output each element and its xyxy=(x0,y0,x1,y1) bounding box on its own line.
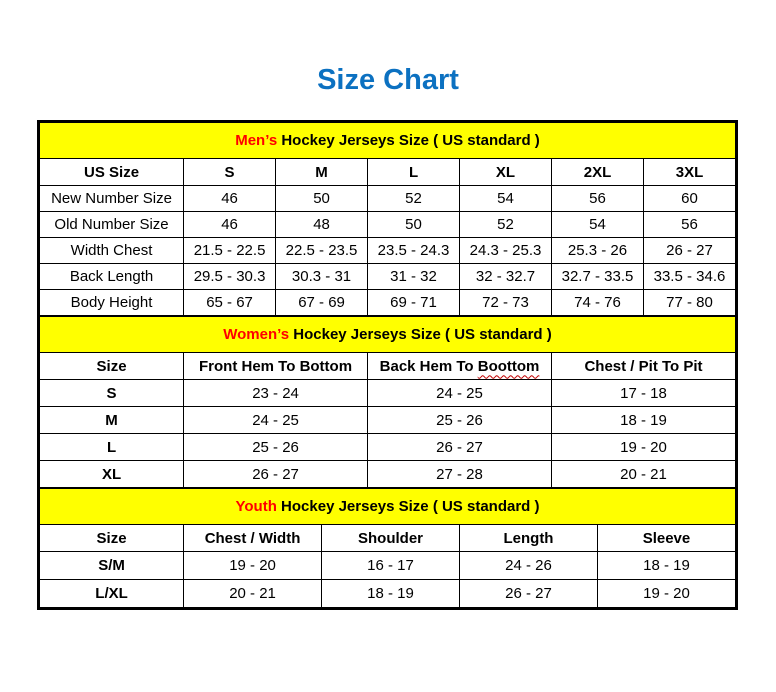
womens-row-label: S xyxy=(40,380,184,407)
mens-value-cell: 50 xyxy=(368,212,460,238)
womens-value-cell: 18 - 19 xyxy=(552,407,736,434)
mens-value-cell: 72 - 73 xyxy=(460,290,552,316)
womens-column-header: Size xyxy=(40,353,184,380)
size-chart-tables xyxy=(37,120,738,610)
womens-value-cell: 23 - 24 xyxy=(184,380,368,407)
mens-row-label: New Number Size xyxy=(40,186,184,212)
mens-value-cell: 48 xyxy=(276,212,368,238)
youth-band-title xyxy=(40,489,736,525)
youth-column-header: Chest / Width xyxy=(184,525,322,552)
mens-value-cell: 52 xyxy=(368,186,460,212)
mens-size-table xyxy=(39,122,736,316)
womens-value-cell: 19 - 20 xyxy=(552,434,736,461)
mens-value-cell: 31 - 32 xyxy=(368,264,460,290)
mens-value-cell: 46 xyxy=(184,212,276,238)
youth-size-table xyxy=(39,488,736,608)
mens-value-cell: 30.3 - 31 xyxy=(276,264,368,290)
mens-table-row xyxy=(40,264,736,290)
mens-value-cell: 23.5 - 24.3 xyxy=(368,238,460,264)
youth-value-cell: 19 - 20 xyxy=(597,580,735,608)
mens-band-rest: Hockey Jerseys Size ( US standard ) xyxy=(277,132,540,149)
youth-table-row xyxy=(40,580,736,608)
womens-value-cell: 17 - 18 xyxy=(552,380,736,407)
mens-value-cell: 22.5 - 23.5 xyxy=(276,238,368,264)
youth-value-cell: 19 - 20 xyxy=(184,552,322,580)
youth-value-cell: 16 - 17 xyxy=(322,552,460,580)
misspelled-word-squiggle: Boottom xyxy=(477,357,540,375)
youth-band-highlight: Youth xyxy=(235,498,277,515)
youth-band-rest: Hockey Jerseys Size ( US standard ) xyxy=(276,498,540,515)
mens-value-cell: 74 - 76 xyxy=(552,290,644,316)
mens-row-label: Body Height xyxy=(40,290,184,316)
womens-column-header xyxy=(368,353,552,380)
youth-value-cell: 18 - 19 xyxy=(597,552,735,580)
mens-value-cell: 54 xyxy=(460,186,552,212)
youth-band-row xyxy=(40,489,736,525)
womens-band-row xyxy=(40,317,736,353)
mens-column-header: 3XL xyxy=(643,159,735,186)
mens-value-cell: 52 xyxy=(460,212,552,238)
womens-header-row xyxy=(40,353,736,380)
youth-column-header: Shoulder xyxy=(322,525,460,552)
youth-column-header: Size xyxy=(40,525,184,552)
womens-size-table xyxy=(39,316,736,488)
womens-table-row xyxy=(40,380,736,407)
womens-value-cell: 25 - 26 xyxy=(368,407,552,434)
mens-value-cell: 67 - 69 xyxy=(276,290,368,316)
mens-row-label: Old Number Size xyxy=(40,212,184,238)
mens-value-cell: 65 - 67 xyxy=(184,290,276,316)
mens-value-cell: 26 - 27 xyxy=(643,238,735,264)
mens-value-cell: 29.5 - 30.3 xyxy=(184,264,276,290)
mens-column-header: S xyxy=(184,159,276,186)
mens-value-cell: 77 - 80 xyxy=(643,290,735,316)
youth-column-header: Sleeve xyxy=(597,525,735,552)
womens-row-label: L xyxy=(40,434,184,461)
mens-column-header: 2XL xyxy=(552,159,644,186)
mens-table-row xyxy=(40,290,736,316)
youth-header-row xyxy=(40,525,736,552)
mens-value-cell: 60 xyxy=(643,186,735,212)
womens-table-row xyxy=(40,407,736,434)
womens-value-cell: 26 - 27 xyxy=(184,461,368,488)
mens-table-row xyxy=(40,186,736,212)
youth-row-label: L/XL xyxy=(40,580,184,608)
womens-row-label: M xyxy=(40,407,184,434)
youth-table-row xyxy=(40,552,736,580)
mens-value-cell: 46 xyxy=(184,186,276,212)
mens-band-title xyxy=(40,123,736,159)
youth-value-cell: 26 - 27 xyxy=(460,580,598,608)
mens-value-cell: 24.3 - 25.3 xyxy=(460,238,552,264)
womens-column-header: Chest / Pit To Pit xyxy=(552,353,736,380)
mens-table-row xyxy=(40,238,736,264)
mens-row-label: Back Length xyxy=(40,264,184,290)
mens-value-cell: 25.3 - 26 xyxy=(552,238,644,264)
youth-value-cell: 18 - 19 xyxy=(322,580,460,608)
mens-value-cell: 50 xyxy=(276,186,368,212)
mens-value-cell: 54 xyxy=(552,212,644,238)
mens-value-cell: 69 - 71 xyxy=(368,290,460,316)
mens-table-row xyxy=(40,212,736,238)
mens-header-row xyxy=(40,159,736,186)
youth-value-cell: 20 - 21 xyxy=(184,580,322,608)
mens-value-cell: 33.5 - 34.6 xyxy=(643,264,735,290)
womens-band-highlight: Women’s xyxy=(223,326,290,343)
womens-band-title xyxy=(40,317,736,353)
womens-value-cell: 27 - 28 xyxy=(368,461,552,488)
womens-column-header: Front Hem To Bottom xyxy=(184,353,368,380)
youth-value-cell: 24 - 26 xyxy=(460,552,598,580)
mens-value-cell: 32.7 - 33.5 xyxy=(552,264,644,290)
womens-value-cell: 24 - 25 xyxy=(368,380,552,407)
womens-row-label: XL xyxy=(40,461,184,488)
womens-table-row xyxy=(40,434,736,461)
womens-column-header-text: Back Hem To xyxy=(379,357,478,375)
mens-value-cell: 21.5 - 22.5 xyxy=(184,238,276,264)
mens-band-row xyxy=(40,123,736,159)
womens-band-rest: Hockey Jerseys Size ( US standard ) xyxy=(289,326,552,343)
mens-value-cell: 32 - 32.7 xyxy=(460,264,552,290)
mens-value-cell: 56 xyxy=(552,186,644,212)
mens-value-cell: 56 xyxy=(643,212,735,238)
womens-value-cell: 25 - 26 xyxy=(184,434,368,461)
mens-column-header: M xyxy=(276,159,368,186)
youth-column-header: Length xyxy=(460,525,598,552)
mens-row-label: Width Chest xyxy=(40,238,184,264)
womens-value-cell: 20 - 21 xyxy=(552,461,736,488)
mens-column-header: L xyxy=(368,159,460,186)
page-title: Size Chart xyxy=(317,64,459,96)
womens-table-row xyxy=(40,461,736,488)
womens-value-cell: 26 - 27 xyxy=(368,434,552,461)
mens-column-header: XL xyxy=(460,159,552,186)
mens-band-highlight: Men’s xyxy=(235,132,278,149)
mens-column-header: US Size xyxy=(40,159,184,186)
womens-value-cell: 24 - 25 xyxy=(184,407,368,434)
youth-row-label: S/M xyxy=(40,552,184,580)
